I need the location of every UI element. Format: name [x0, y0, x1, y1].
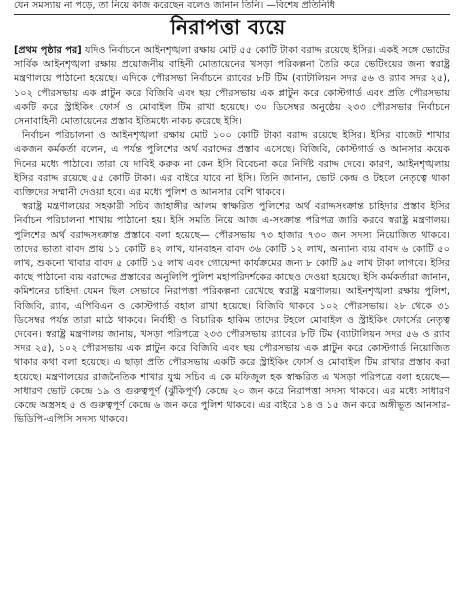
paragraph-text: যদিও নির্বাচনে আইনশৃঙ্খলা রক্ষায় মোট ৫৫ কোটি টাকা বরাদ্দ রয়েছে ইসির। একই সঙ্গে ভোটের সার্বিক আইনশৃঙ্খলা রক্ষায় প্রয়োজনীয় বাহিনী মোতায়েনের খসড়া পরিকল্পনা তৈরি করে ভেটিংয়ের জন্য স্বরাষ্ট্র মন্ত্রণালয়ে পাঠানো হয়েছে। এদিকে পৌরসভা নির্বাচনে র‍্যাবের ৮টি টিম (ব্যাটালিয়ন সদর ৫৬ ও র‍্যাব সদর ২৫), ১০২ পৌরসভায় এক প্লাটুন করে বিজিবি এবং ছয় পৌরসভায় এক প্লাটুন করে কোস্টগার্ড এবং প্রতি পৌরসভায় একটি করে স্ট্রাইকিং ফোর্স ও মোবাইল টিম রাখা হয়েছে। ৩০ ডিসেম্বর অনুষ্ঠেয় ২৩৩ পৌরসভার নির্বাচনে সেনাবাহিনী মোতায়েনের প্রস্তাব ইতিমধ্যে নাকচ করেছে ইসি। — [14, 45, 450, 128]
article-body — [14, 44, 450, 607]
continued-label: [প্রথম পৃষ্ঠার পর] — [14, 45, 82, 56]
article-paragraph — [14, 44, 450, 129]
article-paragraph: স্বরাষ্ট্র মন্ত্রণালয়ের সহকারী সচিব জাহাঙ্গীর আলম স্বাক্ষরিত পুলিশের অর্থ বরাদ্দসংক্রান্ত চাহিদার প্রস্তাব ইসির নির্বাচন পরিচালনা শাখায় পাঠানো হয়। ইসি সমতি নিয়ে আজ এ-সংক্রান্ত পরিপত্র জারি করবে স্বরাষ্ট্র মন্ত্রণালয়। পুলিশের অর্থ বরাদ্দসংক্রান্ত প্রস্তাবে বলা হয়েছে— পৌরসভায় ৭৩ হাজার ৭৩০ জন সদস্য নিয়োজিত থাকবে। তাদের ভাতা বাবদ প্রায় ১১ কোটি ৪২ লাখ, যানবাহন বাবদ ৩৬ কোটি ১২ লাখ, অন্যান্য ব্যয় বাবদ ৬ কোটি ৫০ লাখ, শুকনো খাবার বাবদ ৫ কোটি ১৫ লাখ এবং গোয়েন্দা কার্যক্রমের জন্য ৮ কোটি ৯৫ লাখ টাকা লাগবে। ইসির কাছে পাঠানো ব্যয় বরাদ্দের প্রস্তাবের অনুলিপি পুলিশ মহাপরিদর্শকের কাছেও দেওয়া হয়েছে। ইসি কর্মকর্তারা জানান, কমিশনের চাহিদা যেমন ছিল সেভাবে নিরাপত্তা পরিকল্পনা রেখেছে স্বরাষ্ট্র মন্ত্রণালয়। আইনশৃঙ্খলা রক্ষায় পুলিশ, বিজিবি, র‍্যাব, এপিবিএন ও কোস্টগার্ড বহাল রাখা হয়েছে। বিজিবি থাকবে ১০২ পৌরসভায়। ২৮ থেকে ৩১ ডিসেম্বর পর্যন্ত তারা মাঠে থাকবে। নির্বাহী ও বিচারিক হাকিম তাদের টহলে মোবাইল ও স্ট্রাইকিং ফোর্সের নেতৃত্ব দেবেন। স্বরাষ্ট্র মন্ত্রণালয় জানায়, খসড়া পরিপত্রে ২৩৩ পৌরসভায় র‍্যাবের ৮টি টিম (ব্যাটালিয়ন সদর ৫৬ ও র‍্যাব সদর ২৫), ১০২ পৌরসভায় এক প্লাটুন করে বিজিবি এবং ছয় পৌরসভায় এক প্লাটুন করে কোস্টগার্ড নিয়োজিত থাকার কথা বলা হয়েছে। এ ছাড়া প্রতি পৌরসভায় একটি করে স্ট্রাইকিং ফোর্স ও মোবাইল টিম রাখার প্রস্তাব করা হয়েছে। মন্ত্রণালয়ের রাজনৈতিক শাখার যুগ্ম সচিব এ কে মফিজুল হক স্বাক্ষরিত এ খসড়া পরিপত্রে বলা হয়েছে— সাধারণ ভোট কেন্দ্রে ১৯ ও গুরুত্বপূর্ণ (ঝুঁকিপূর্ণ) কেন্দ্রে ২০ জন করে নিরাপত্তা সদস্য থাকবে। এর মধ্যে সাধারণ কেন্দ্রে অস্ত্রসহ ৫ ও গুরুত্বপূর্ণ কেন্দ্রে ৬ জন করে পুলিশ থাকবে। এর বাইরে ১৪ ও ১৫ জন করে অঙ্গীভূত আনসার-ভিডিপি-এপিসি সদস্য থাকবে। — [14, 201, 450, 426]
previous-article-tail: যেন সমস্যায় না পড়ে, তা নিয়ে কাজ করেছেন বলেও জানান তিনি। —বিশেষ প্রতিনিধি — [14, 0, 335, 11]
article-headline: নিরাপত্তা ব্যয়ে — [170, 15, 286, 39]
article-paragraph: নির্বাচন পরিচালনা ও আইনশৃঙ্খলা রক্ষায় মোট ১০০ কোটি টাকা বরাদ্দ রয়েছে ইসির। ইসির বাজেট শাখার একজন কর্মকর্তা বলেন, এ পর্যন্ত পুলিশের অর্থ বরাদ্দের প্রস্তাব এসেছে। বিজিবি, কোস্টগার্ড ও আনসার কয়েক দিনের মধ্যে পাঠাবে। তারা যে দাবিই করুক না কেন ইসি বিবেচনা করে নির্দিষ্ট বরাদ্দ দেবে। কারণ, আইনশৃঙ্খলায় ইসির বরাদ্দ রয়েছে ৫৫ কোটি টাকা। এর বাইরে যাবে না ইসি। তিনি জানান, ভোট কেন্দ্র ও টহলে নেতৃত্বে থাকা ব্যক্তিদের সম্মানী দেওয়া হবে। এর মধ্যে পুলিশ ও আনসার বেশি থাকবে। — [14, 130, 450, 199]
